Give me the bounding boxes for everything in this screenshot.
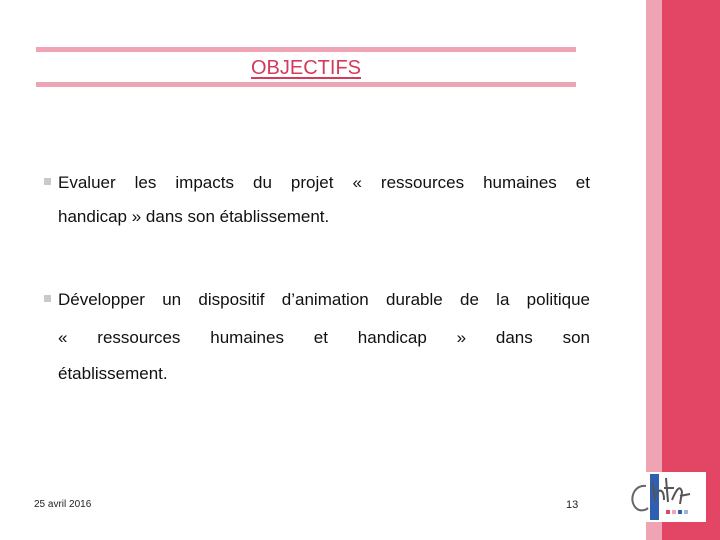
bullet-1-line-1: Evaluer les impacts du projet « ressources humaines et (58, 173, 590, 192)
decorative-side-strip-dark (662, 0, 720, 540)
cnfpt-logo-icon (620, 472, 706, 522)
title-rule-bottom (36, 82, 576, 87)
page-number: 13 (566, 499, 579, 511)
slide-title (36, 56, 576, 80)
bullet-2-line-3: établissement. (58, 364, 168, 383)
decorative-side-strip-light (646, 0, 662, 540)
slide-title-text: OBJECTIFS (250, 57, 361, 79)
bullet-1-line-2: handicap » dans son établissement. (58, 207, 330, 226)
bullet-2-line-2: « ressources humaines et handicap » dans son (58, 328, 590, 347)
bullet-marker (44, 295, 51, 302)
bullet-item-1 (44, 171, 590, 229)
footer-date: 25 avril 2016 (34, 499, 92, 510)
bullet-item-2 (44, 288, 590, 386)
bullet-marker (44, 178, 51, 185)
bullet-2-line-1: Développer un dispositif d’animation durable de la politique (58, 290, 590, 309)
title-rule-top (36, 47, 576, 52)
